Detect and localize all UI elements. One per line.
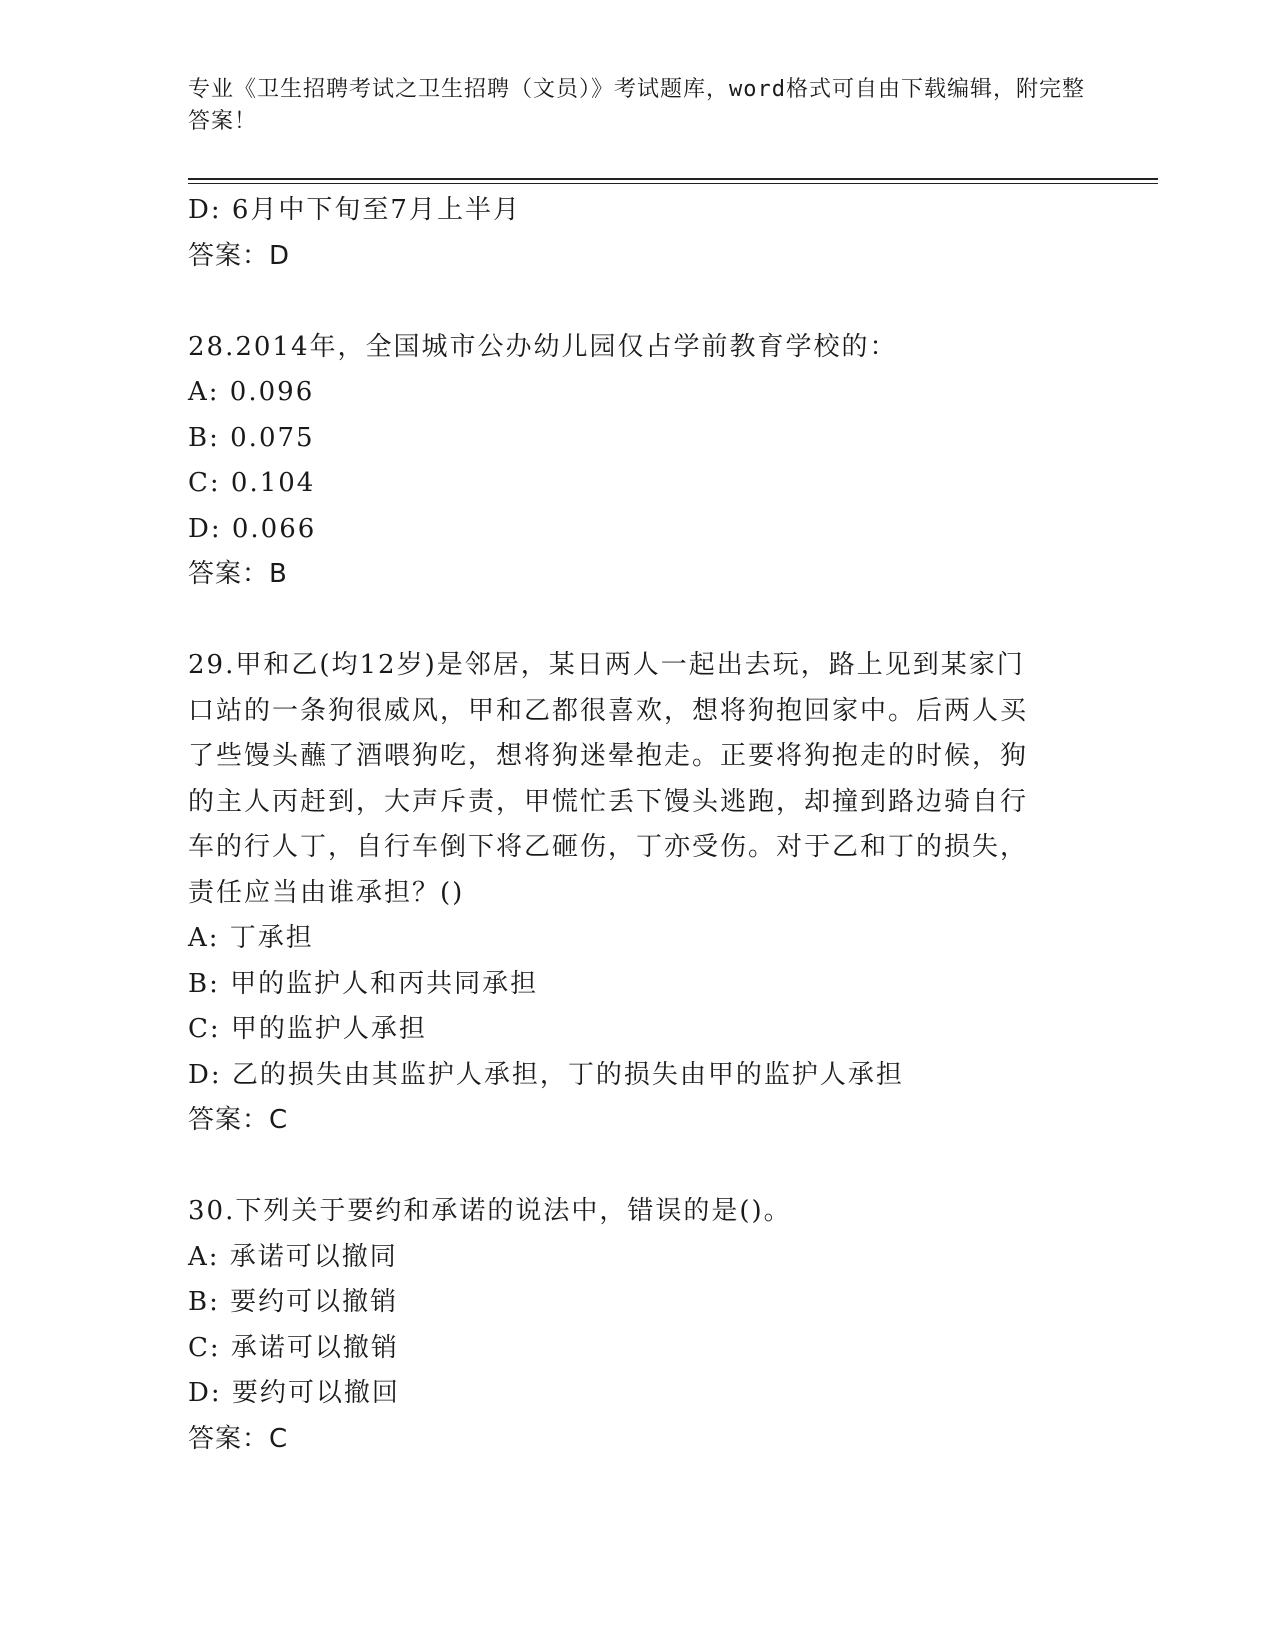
option-c: C: 承诺可以撤销 bbox=[188, 1332, 399, 1363]
spacer bbox=[188, 1144, 1068, 1190]
carryover-answer: 答案：D bbox=[188, 240, 291, 271]
header-divider-thick bbox=[188, 178, 1158, 180]
question-answer: 答案：C bbox=[188, 1423, 289, 1454]
carryover-option-d: D: 6月中下旬至7月上半月 bbox=[188, 195, 521, 225]
option-b: B: 甲的监护人和丙共同承担 bbox=[188, 968, 539, 999]
question-answer: 答案：B bbox=[188, 559, 288, 589]
question-content bbox=[188, 188, 1068, 1462]
option-d: D: 要约可以撤回 bbox=[188, 1378, 400, 1408]
option-a: A: 承诺可以撤同 bbox=[188, 1241, 398, 1272]
option-a: A: 0.096 bbox=[188, 377, 315, 407]
option-c: C: 0.104 bbox=[188, 468, 316, 498]
question-28 bbox=[188, 325, 1068, 598]
spacer bbox=[188, 279, 1068, 325]
option-c: C: 甲的监护人承担 bbox=[188, 1014, 427, 1044]
spacer bbox=[188, 598, 1068, 644]
header-note: 专业《卫生招聘考试之卫生招聘（文员）》考试题库，word格式可自由下载编辑，附完整答案！ bbox=[188, 77, 1085, 134]
header-divider-thin bbox=[188, 183, 1158, 184]
option-b: B: 要约可以撤销 bbox=[188, 1287, 399, 1317]
option-b: B: 0.075 bbox=[188, 422, 315, 453]
question-stem: 30.下列关于要约和承诺的说法中，错误的是()。 bbox=[188, 1196, 792, 1226]
option-d: D: 乙的损失由其监护人承担，丁的损失由甲的监护人承担 bbox=[188, 1059, 904, 1090]
option-a: A: 丁承担 bbox=[188, 923, 314, 953]
question-30 bbox=[188, 1189, 1068, 1462]
question-answer: 答案：C bbox=[188, 1105, 289, 1135]
question-stem: 29.甲和乙(均12岁)是邻居，某日两人一起出去玩，路上见到某家门口站的一条狗很威风，甲和乙都很喜欢，想将狗抱回家中。后两人买了些馒头蘸了酒喂狗吃，想将狗迷晕抱走。正要将狗抱走的时候，狗的主人丙赶到，大声斥责，甲慌忙丢下馒头逃跑，却撞到路边骑自行车的行人丁，自行车倒下将乙砸伤，丁亦受伤。对于乙和丁的损失，责任应当由谁承担？() bbox=[188, 650, 1029, 908]
option-d: D: 0.066 bbox=[188, 513, 317, 544]
question-stem: 28.2014年，全国城市公办幼儿园仅占学前教育学校的： bbox=[188, 331, 898, 362]
question-29 bbox=[188, 643, 1068, 1144]
